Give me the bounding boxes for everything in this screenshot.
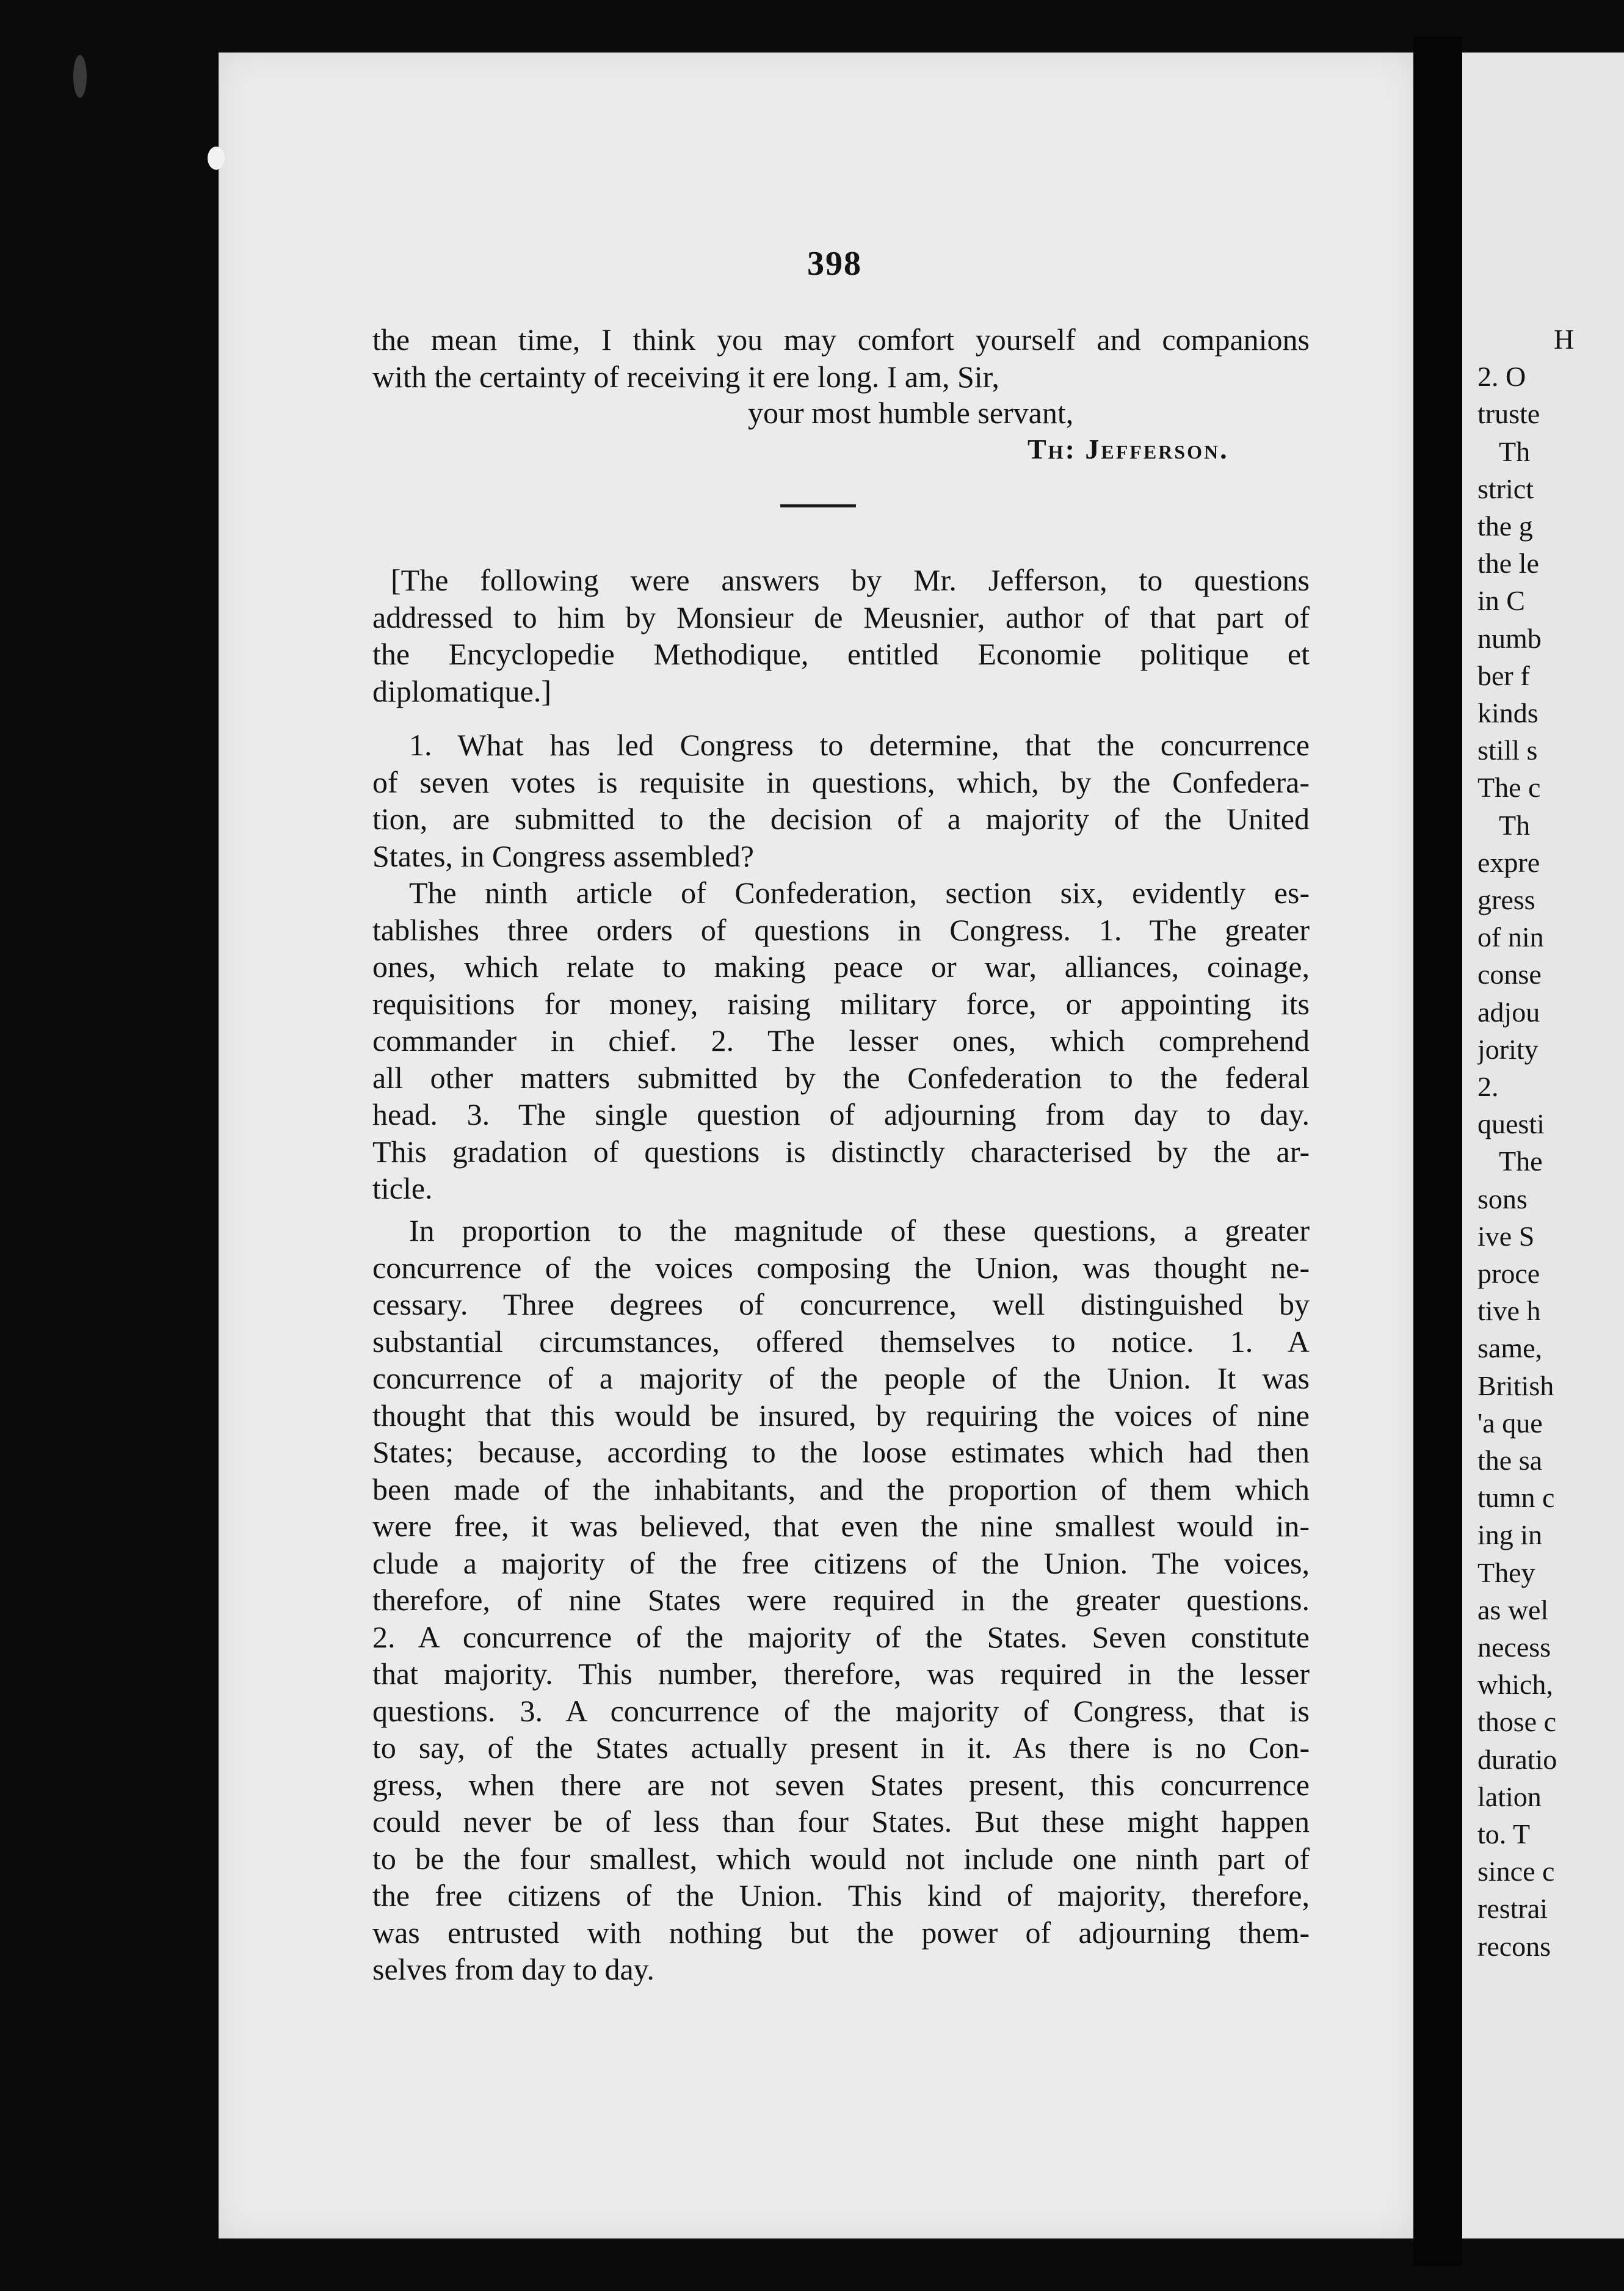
text-line: could never be of less than four States. But these might happen [372, 1804, 1310, 1839]
text-line: to be the four smallest, which would not include one ninth part of [372, 1841, 1310, 1876]
facing-page-line: 2. O [1477, 361, 1526, 393]
text-line: diplomatique.] [372, 674, 551, 708]
facing-page-line: ing in [1477, 1519, 1543, 1551]
facing-page-line: tive h [1477, 1295, 1541, 1327]
text-line: States, in Congress assembled? [372, 838, 754, 873]
facing-page-line: recons [1477, 1930, 1551, 1962]
facing-page-line: since c [1477, 1856, 1555, 1887]
text-line: with the certainty of receiving it ere long. I am, Sir, [372, 359, 999, 394]
text-line: questions. 3. A concurrence of the majority of Congress, that is [372, 1693, 1310, 1728]
text-line: 1. What has led Congress to determine, that the concurrence [409, 728, 1310, 762]
text-line: the mean time, I think you may comfort yourself and companions [372, 322, 1310, 357]
facing-page-line: same, [1477, 1332, 1543, 1364]
facing-page-line: They [1477, 1556, 1535, 1588]
facing-page-line: strict [1477, 473, 1534, 504]
facing-page-line: British [1477, 1370, 1554, 1401]
facing-page-line: as wel [1477, 1594, 1549, 1625]
text-line: gress, when there are not seven States present, this concurrence [372, 1767, 1310, 1802]
text-line: concurrence of the voices composing the Union, was thought ne- [372, 1250, 1310, 1285]
text-line: States; because, according to the loose estimates which had then [372, 1435, 1310, 1469]
facing-page-line: necess [1477, 1632, 1551, 1663]
facing-page-line: sons [1477, 1183, 1528, 1214]
text-line: the Encyclopedie Methodique, entitled Economie politique et [372, 637, 1310, 671]
text-line: therefore, of nine States were required in the greater questions. [372, 1583, 1310, 1617]
facing-page-line: kinds [1477, 697, 1539, 728]
text-line: that majority. This number, therefore, was required in the lesser [372, 1657, 1310, 1691]
text-line: cessary. Three degrees of concurrence, well distinguished by [372, 1287, 1310, 1321]
text-line: all other matters submitted by the Confederation to the federal [372, 1060, 1310, 1095]
text-line: was entrusted with nothing but the power of adjourning them- [372, 1915, 1310, 1950]
facing-page-line: tumn c [1477, 1482, 1555, 1514]
text-line: concurrence of a majority of the people of the Union. It was [372, 1361, 1310, 1395]
facing-page [1462, 53, 1624, 2238]
letter-closing: your most humble servant, [748, 396, 1074, 430]
facing-page-line: ive S [1477, 1220, 1535, 1252]
text-line: addressed to him by Monsieur de Meusnier, author of that part of [372, 600, 1310, 634]
facing-page-line: Th [1499, 435, 1531, 467]
text-line: clude a majority of the free citizens of the Union. The voices, [372, 1545, 1310, 1580]
text-line: requisitions for money, raising military force, or appointing its [372, 986, 1310, 1021]
facing-page-line: gress [1477, 884, 1535, 915]
facing-page-line: 'a que [1477, 1407, 1543, 1439]
text-line: 2. A concurrence of the majority of the States. Seven constitute [372, 1619, 1310, 1654]
facing-page-line: still s [1477, 735, 1538, 766]
scan-speck [208, 147, 225, 170]
facing-page-line: in C [1477, 585, 1525, 617]
text-line: This gradation of questions is distinctly characterised by the ar- [372, 1134, 1310, 1169]
facing-page-line: adjou [1477, 996, 1540, 1028]
facing-page-line: restrai [1477, 1893, 1548, 1925]
facing-page-line: The c [1477, 772, 1541, 804]
facing-page-line: the sa [1477, 1445, 1543, 1476]
facing-page-line: truste [1477, 398, 1540, 430]
facing-page-line: of nin [1477, 921, 1544, 953]
facing-page-line: jority [1477, 1033, 1539, 1065]
text-line: been made of the inhabitants, and the proportion of them which [372, 1472, 1310, 1506]
text-line: commander in chief. 2. The lesser ones, which comprehend [372, 1023, 1310, 1058]
facing-page-line: 2. [1477, 1071, 1499, 1102]
facing-page-line: ber f [1477, 659, 1530, 691]
book-gutter [1413, 37, 1462, 2265]
text-line: of seven votes is requisite in questions, which, by the Confedera- [372, 764, 1310, 799]
facing-page-line: the le [1477, 548, 1539, 579]
text-line: the free citizens of the Union. This kind of majority, therefore, [372, 1878, 1310, 1912]
text-line: tablishes three orders of questions in Congress. 1. The greater [372, 912, 1310, 947]
text-line: head. 3. The single question of adjourning from day to day. [372, 1097, 1310, 1131]
facing-page-line: Th [1499, 809, 1531, 841]
page-number: 398 [807, 245, 862, 283]
facing-page-line: which, [1477, 1669, 1553, 1701]
text-line: tion, are submitted to the decision of a majority of the United [372, 802, 1310, 836]
facing-page-line: The [1499, 1146, 1543, 1177]
facing-page-line: numb [1477, 622, 1542, 654]
facing-page-line: H [1554, 324, 1575, 355]
text-line: ones, which relate to making peace or war, alliances, coinage, [372, 949, 1310, 984]
text-line: selves from day to day. [372, 1952, 654, 1986]
section-divider [780, 504, 856, 507]
text-line: ticle. [372, 1171, 433, 1205]
text-line: were free, it was believed, that even the nine smallest would in- [372, 1509, 1310, 1543]
facing-page-line: conse [1477, 959, 1542, 990]
text-line: [The following were answers by Mr. Jefferson, to questions [391, 563, 1310, 597]
facing-page-line: to. T [1477, 1818, 1531, 1850]
facing-page-line: those c [1477, 1706, 1557, 1738]
text-line: In proportion to the magnitude of these questions, a greater [409, 1213, 1310, 1247]
facing-page-line: questi [1477, 1108, 1545, 1140]
facing-page-line: proce [1477, 1258, 1540, 1289]
facing-page-line: the g [1477, 510, 1533, 542]
text-line: The ninth article of Confederation, section six, evidently es- [409, 876, 1310, 910]
text-line: to say, of the States actually present in it. As there is no Con- [372, 1730, 1310, 1765]
facing-page-line: expre [1477, 846, 1540, 878]
facing-page-line: lation [1477, 1781, 1542, 1812]
facing-page-line: duratio [1477, 1743, 1557, 1775]
text-line: substantial circumstances, offered themselves to notice. 1. A [372, 1324, 1310, 1359]
letter-signature: Th: Jefferson. [1028, 434, 1229, 465]
scan-speck [73, 55, 87, 98]
text-line: thought that this would be insured, by requiring the voices of nine [372, 1398, 1310, 1432]
